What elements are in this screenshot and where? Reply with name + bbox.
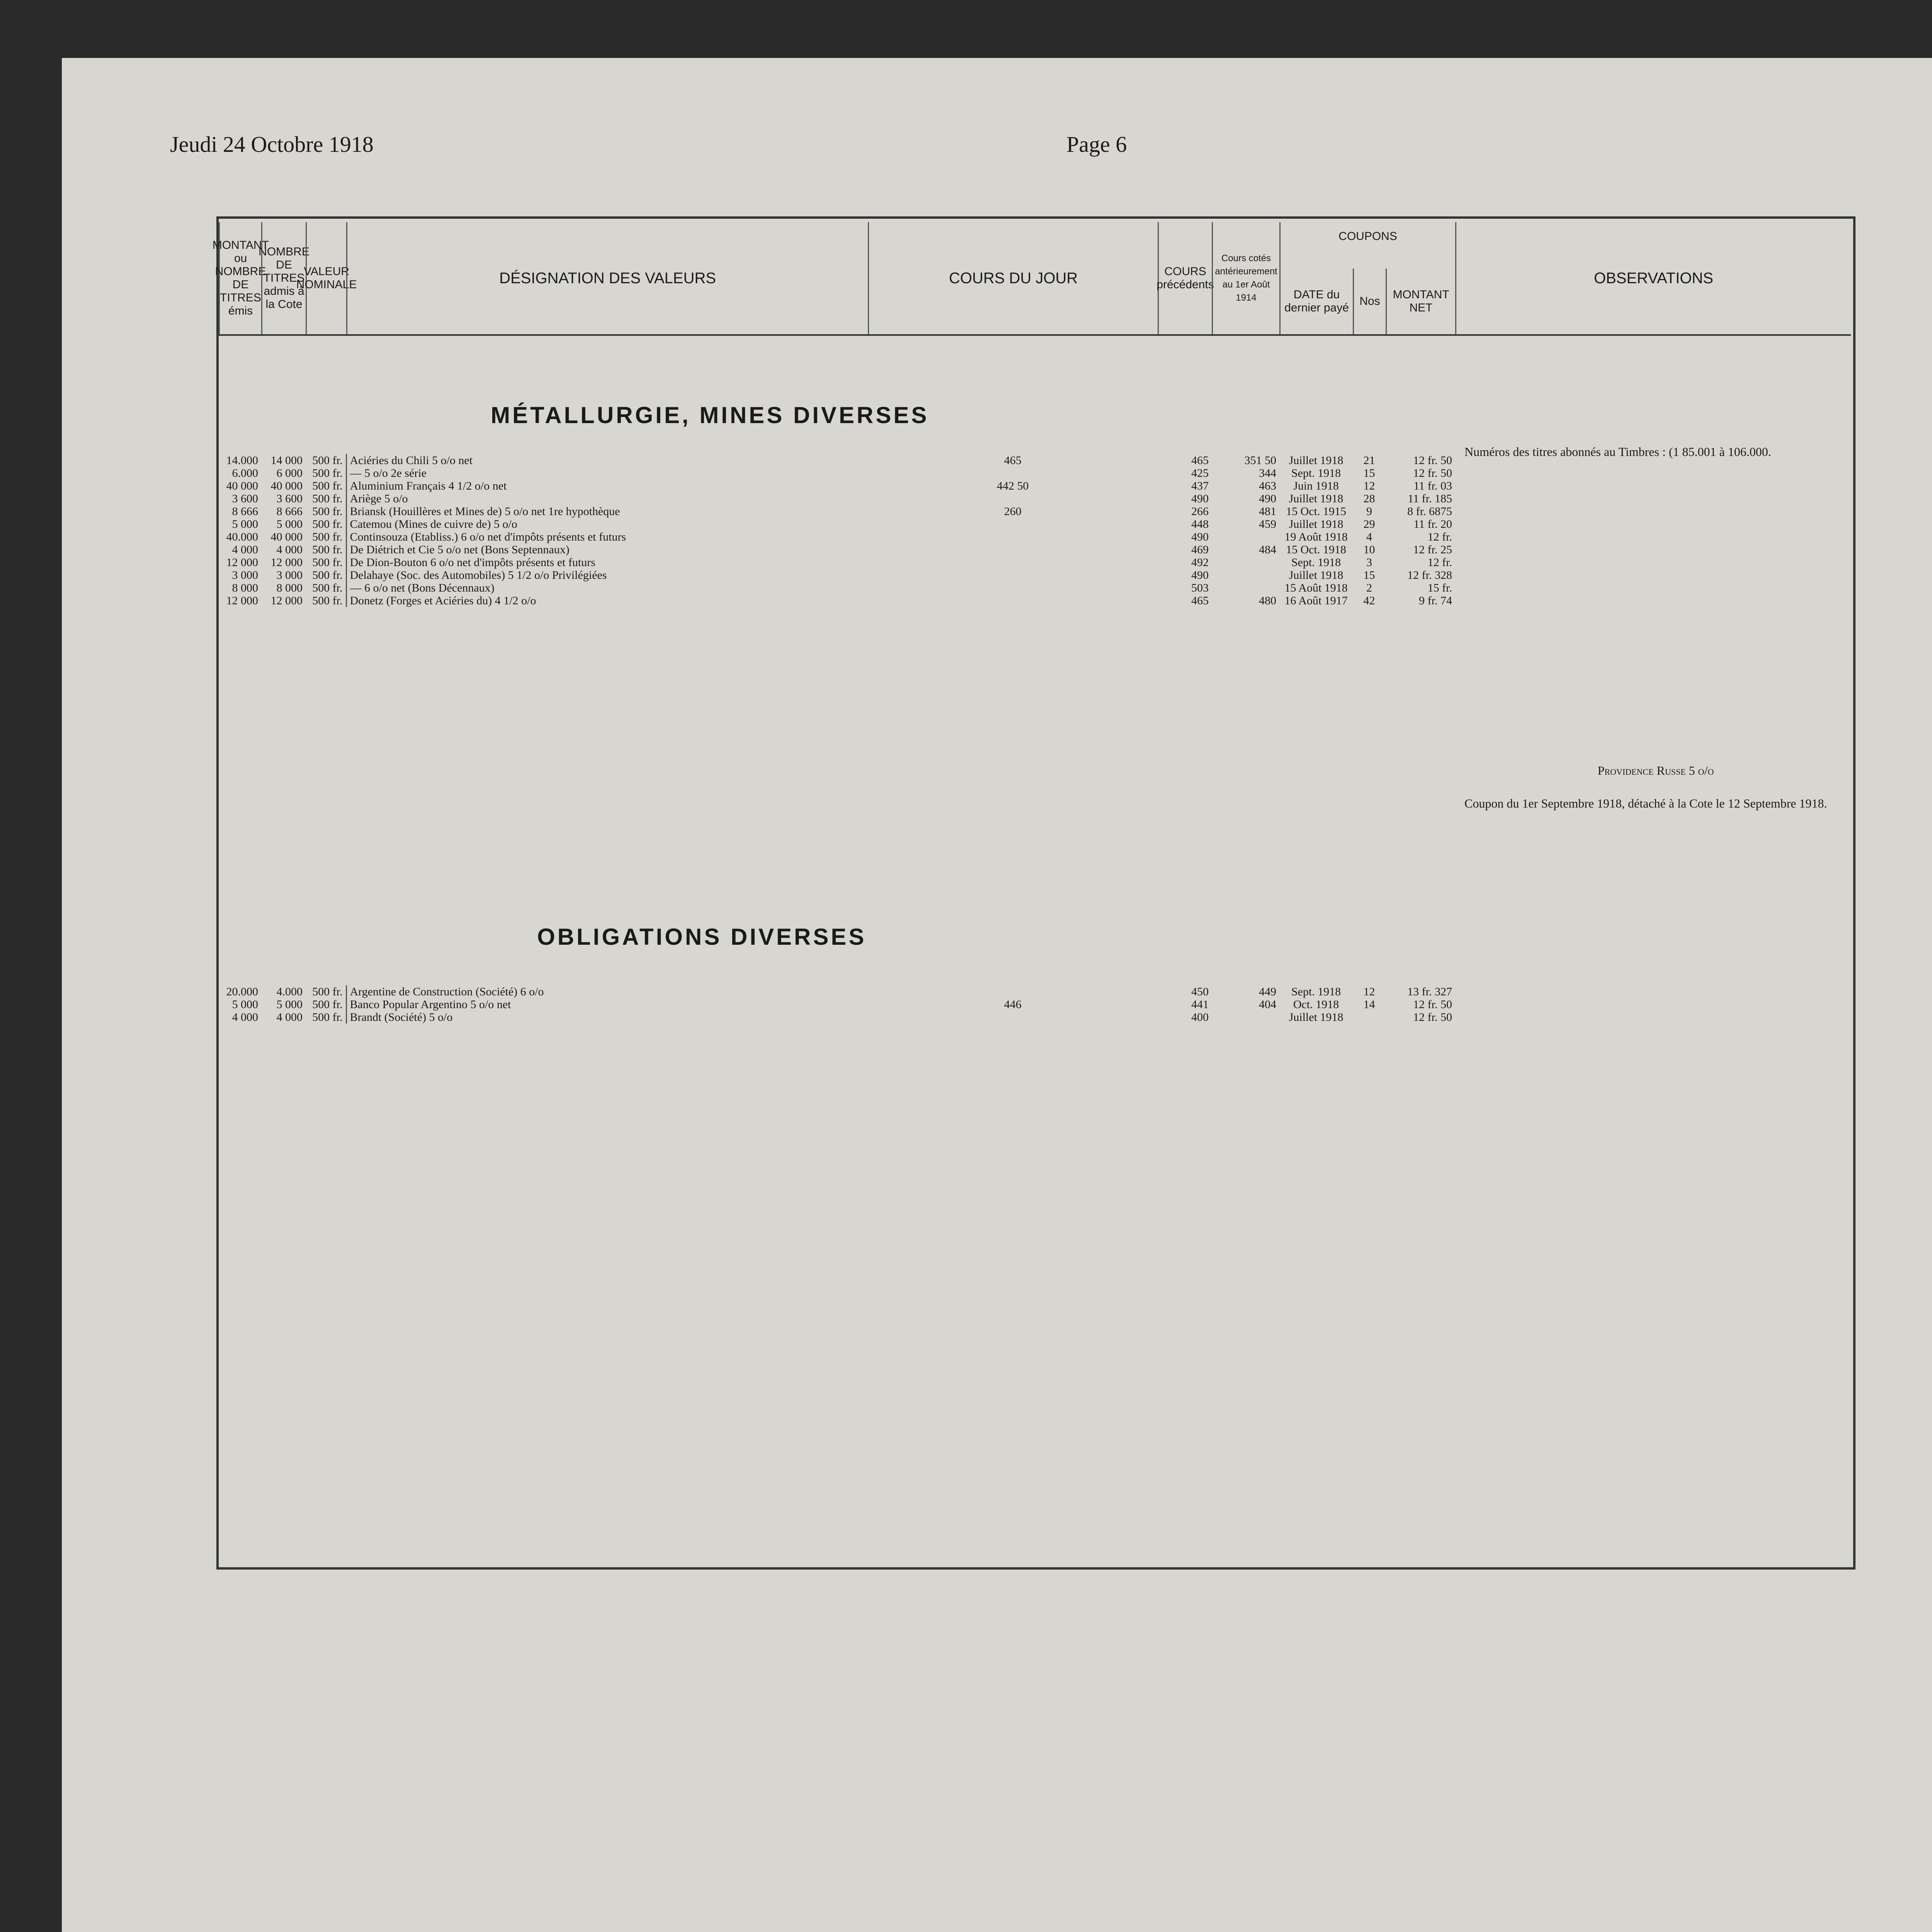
cell-designation: — 6 o/o net (Bons Décennaux) <box>346 582 868 594</box>
cell-date-dernier: 15 Oct. 1918 <box>1286 543 1346 556</box>
cell-cours-cotes: 463 <box>1259 480 1276 492</box>
cell-date-dernier: Juillet 1918 <box>1289 1011 1344 1024</box>
cell-numero: 28 <box>1363 492 1375 505</box>
cell-valeur: 500 fr. <box>312 467 343 480</box>
col-observations: OBSERVATIONS <box>1455 222 1851 334</box>
cell-numero: 29 <box>1363 518 1375 531</box>
cell-designation: Briansk (Houillères et Mines de) 5 o/o net 1re hypothèque <box>346 505 868 518</box>
cell-nombre: 5 000 <box>276 998 303 1011</box>
column-header-row <box>212 222 1851 336</box>
cell-cours-cotes <box>1212 569 1279 582</box>
cell-cours-prec: 492 <box>1191 556 1209 569</box>
cell-valeur: 500 fr. <box>312 582 343 594</box>
cell-date-dernier: Oct. 1918 <box>1293 998 1339 1011</box>
cell-date-dernier: Juillet 1918 <box>1289 492 1344 505</box>
cell-nombre: 4.000 <box>276 985 303 998</box>
cell-montant-net: 12 fr. 50 <box>1413 998 1452 1011</box>
cell-date-dernier: Sept. 1918 <box>1291 467 1341 480</box>
cell-cours-prec: 266 <box>1191 505 1209 518</box>
cell-valeur: 500 fr. <box>312 480 343 492</box>
header-date: Jeudi 24 Octobre 1918 <box>170 132 374 157</box>
table-row <box>219 531 1455 543</box>
cell-montant: 3 000 <box>232 569 258 582</box>
table-row <box>219 998 1455 1011</box>
table-row <box>219 505 1455 518</box>
cell-cours-cotes: 351 50 <box>1244 454 1276 467</box>
cell-cours-jour <box>868 531 1158 543</box>
cell-montant-net: 11 fr. 03 <box>1413 480 1452 492</box>
col-cours-prec: COURS précédents <box>1158 222 1212 334</box>
cell-cours-cotes: 484 <box>1259 543 1276 556</box>
cell-montant: 8 666 <box>232 505 258 518</box>
cell-cours-jour: 260 <box>1004 505 1022 518</box>
cell-cours-cotes: 449 <box>1259 985 1276 998</box>
cell-date-dernier: Sept. 1918 <box>1291 556 1341 569</box>
col-cours-jour: COURS DU JOUR <box>868 222 1158 334</box>
observation-note-2: Coupon du 1er Septembre 1918, détaché à la Cote le 12 Septembre 1918. <box>1464 796 1827 810</box>
table-row <box>219 569 1455 582</box>
table-row <box>219 1011 1455 1024</box>
table-row <box>219 454 1455 467</box>
cell-montant: 4 000 <box>232 543 258 556</box>
cell-cours-jour <box>868 556 1158 569</box>
cell-valeur: 500 fr. <box>312 594 343 607</box>
cell-valeur: 500 fr. <box>312 556 343 569</box>
obligations-table <box>219 985 1455 1024</box>
cell-designation: Ariège 5 o/o <box>346 492 868 505</box>
upper-table-frame <box>216 216 1855 1570</box>
cell-cours-cotes: 344 <box>1259 467 1276 480</box>
cell-numero <box>1353 1011 1386 1024</box>
cell-montant-net: 11 fr. 20 <box>1413 518 1452 531</box>
col-numero: Nos <box>1353 269 1386 334</box>
table-row <box>219 480 1455 492</box>
cell-cours-prec: 465 <box>1191 594 1209 607</box>
cell-cours-cotes: 480 <box>1259 594 1276 607</box>
cell-montant-net: 12 fr. 328 <box>1407 569 1452 582</box>
cell-valeur: 500 fr. <box>312 492 343 505</box>
cell-montant-net: 12 fr. <box>1427 556 1452 569</box>
observation-note-2-title: Providence Russe 5 o/o <box>1597 764 1714 777</box>
cell-numero: 9 <box>1366 505 1372 518</box>
cell-numero: 12 <box>1363 985 1375 998</box>
cell-date-dernier: 19 Août 1918 <box>1284 531 1348 543</box>
cell-nombre: 14 000 <box>270 454 303 467</box>
table-row <box>219 543 1455 556</box>
cell-date-dernier: Juin 1918 <box>1293 480 1339 492</box>
cell-montant: 20.000 <box>226 985 258 998</box>
cell-cours-prec: 441 <box>1191 998 1209 1011</box>
cell-montant: 6.000 <box>232 467 258 480</box>
cell-cours-jour <box>868 492 1158 505</box>
cell-nombre: 8 000 <box>276 582 303 594</box>
cell-montant-net: 13 fr. 327 <box>1407 985 1452 998</box>
cell-montant: 12 000 <box>226 594 258 607</box>
cell-valeur: 500 fr. <box>312 998 343 1011</box>
cell-valeur: 500 fr. <box>312 543 343 556</box>
cell-cours-jour <box>868 985 1158 998</box>
cell-cours-jour <box>868 594 1158 607</box>
table-row <box>219 518 1455 531</box>
cell-montant: 5 000 <box>232 998 258 1011</box>
cell-cours-prec: 490 <box>1191 492 1209 505</box>
cell-numero: 3 <box>1366 556 1372 569</box>
cell-designation: Banco Popular Argentino 5 o/o net <box>346 998 868 1011</box>
table-row <box>219 594 1455 607</box>
cell-numero: 15 <box>1363 569 1375 582</box>
col-montant-net: MONTANT NET <box>1386 269 1455 334</box>
cell-nombre: 8 666 <box>276 505 303 518</box>
cell-nombre: 4 000 <box>276 543 303 556</box>
cell-designation: Delahaye (Soc. des Automobiles) 5 1/2 o/o Privilégiées <box>346 569 868 582</box>
col-montant: MONTANT ou NOMBRE DE TITRES émis <box>219 222 261 334</box>
cell-nombre: 4 000 <box>276 1011 303 1024</box>
cell-numero: 2 <box>1366 582 1372 594</box>
cell-cours-prec: 490 <box>1191 531 1209 543</box>
cell-numero: 10 <box>1363 543 1375 556</box>
cell-montant-net: 12 fr. <box>1427 531 1452 543</box>
cell-date-dernier: 15 Oct. 1915 <box>1286 505 1346 518</box>
cell-numero: 15 <box>1363 467 1375 480</box>
cell-designation: — 5 o/o 2e série <box>346 467 868 480</box>
table-row <box>219 582 1455 594</box>
page-header <box>170 131 1870 166</box>
cell-nombre: 40 000 <box>270 480 303 492</box>
cell-montant: 3 600 <box>232 492 258 505</box>
cell-cours-prec: 503 <box>1191 582 1209 594</box>
cell-designation: Continsouza (Etabliss.) 6 o/o net d'impôts présents et futurs <box>346 531 868 543</box>
cell-designation: De Diétrich et Cie 5 o/o net (Bons Septennaux) <box>346 543 868 556</box>
section-title-obligations: OBLIGATIONS DIVERSES <box>537 924 867 950</box>
cell-cours-cotes: 481 <box>1259 505 1276 518</box>
cell-date-dernier: Juillet 1918 <box>1289 569 1344 582</box>
cell-montant: 8 000 <box>232 582 258 594</box>
col-date-dernier: DATE du dernier payé <box>1279 269 1353 334</box>
cell-cours-jour <box>868 518 1158 531</box>
cell-nombre: 40 000 <box>270 531 303 543</box>
cell-cours-jour: 446 <box>1004 998 1022 1011</box>
cell-montant: 4 000 <box>232 1011 258 1024</box>
cell-date-dernier: Juillet 1918 <box>1289 518 1344 531</box>
cell-cours-cotes <box>1212 582 1279 594</box>
cell-montant-net: 8 fr. 6875 <box>1407 505 1452 518</box>
cell-montant-net: 15 fr. <box>1427 582 1452 594</box>
cell-montant: 14.000 <box>226 454 258 467</box>
table-row <box>219 492 1455 505</box>
cell-cours-jour: 465 <box>1004 454 1022 467</box>
cell-montant-net: 9 fr. 74 <box>1419 594 1452 607</box>
header-page-number: Page 6 <box>1066 132 1127 157</box>
cell-numero: 12 <box>1363 480 1375 492</box>
cell-valeur: 500 fr. <box>312 985 343 998</box>
cell-montant-net: 12 fr. 50 <box>1413 1011 1452 1024</box>
cell-cours-cotes <box>1212 531 1279 543</box>
col-valeur: VALEUR NOMINALE <box>306 222 346 334</box>
cell-designation: De Dion-Bouton 6 o/o net d'impôts présents et futurs <box>346 556 868 569</box>
cell-designation: Catemou (Mines de cuivre de) 5 o/o <box>346 518 868 531</box>
cell-numero: 14 <box>1363 998 1375 1011</box>
cell-date-dernier: 16 Août 1917 <box>1284 594 1348 607</box>
cell-cours-jour <box>868 467 1158 480</box>
cell-montant: 40.000 <box>226 531 258 543</box>
cell-cours-jour <box>868 543 1158 556</box>
cell-nombre: 12 000 <box>270 594 303 607</box>
section-title-metallurgie: MÉTALLURGIE, MINES DIVERSES <box>491 402 929 428</box>
cell-valeur: 500 fr. <box>312 569 343 582</box>
cell-date-dernier: Sept. 1918 <box>1291 985 1341 998</box>
cell-montant-net: 12 fr. 50 <box>1413 454 1452 467</box>
metallurgie-table <box>219 454 1455 607</box>
cell-nombre: 6 000 <box>276 467 303 480</box>
cell-designation: Aluminium Français 4 1/2 o/o net <box>346 480 868 492</box>
cell-cours-prec: 400 <box>1191 1011 1209 1024</box>
cell-montant: 5 000 <box>232 518 258 531</box>
col-cours-cotes: Cours cotés antérieurement au 1er Août 1914 <box>1212 222 1279 334</box>
cell-cours-cotes: 404 <box>1259 998 1276 1011</box>
observation-note-1: Numéros des titres abonnés au Timbres : (1 85.001 à 106.000. <box>1464 445 1771 459</box>
cell-nombre: 3 000 <box>276 569 303 582</box>
table-row <box>219 556 1455 569</box>
cell-numero: 4 <box>1366 531 1372 543</box>
cell-cours-prec: 448 <box>1191 518 1209 531</box>
cell-cours-jour <box>868 582 1158 594</box>
cell-cours-prec: 425 <box>1191 467 1209 480</box>
cell-montant-net: 12 fr. 50 <box>1413 467 1452 480</box>
cell-designation: Donetz (Forges et Aciéries du) 4 1/2 o/o <box>346 594 868 607</box>
cell-cours-prec: 469 <box>1191 543 1209 556</box>
cell-cours-jour: 442 50 <box>997 480 1029 492</box>
cell-cours-jour <box>868 569 1158 582</box>
col-nombre: NOMBRE DE TITRES admis à la Cote <box>261 222 306 334</box>
cell-cours-cotes <box>1212 556 1279 569</box>
cell-designation: Aciéries du Chili 5 o/o net <box>346 454 868 467</box>
cell-valeur: 500 fr. <box>312 518 343 531</box>
col-designation: DÉSIGNATION DES VALEURS <box>346 222 868 334</box>
col-coupons: COUPONS <box>1279 222 1455 334</box>
cell-nombre: 3 600 <box>276 492 303 505</box>
cell-cours-prec: 465 <box>1191 454 1209 467</box>
cell-cours-prec: 450 <box>1191 985 1209 998</box>
cell-valeur: 500 fr. <box>312 531 343 543</box>
cell-montant-net: 11 fr. 185 <box>1408 492 1452 505</box>
cell-montant-net: 12 fr. 25 <box>1413 543 1452 556</box>
cell-cours-cotes <box>1212 1011 1279 1024</box>
cell-numero: 21 <box>1363 454 1375 467</box>
cell-montant: 12 000 <box>226 556 258 569</box>
cell-cours-cotes: 490 <box>1259 492 1276 505</box>
cell-numero: 42 <box>1363 594 1375 607</box>
cell-valeur: 500 fr. <box>312 454 343 467</box>
cell-date-dernier: 15 Août 1918 <box>1284 582 1348 594</box>
cell-valeur: 500 fr. <box>312 505 343 518</box>
cell-date-dernier: Juillet 1918 <box>1289 454 1344 467</box>
table-row <box>219 467 1455 480</box>
cell-nombre: 12 000 <box>270 556 303 569</box>
cell-nombre: 5 000 <box>276 518 303 531</box>
cell-designation: Brandt (Société) 5 o/o <box>346 1011 868 1024</box>
cell-cours-cotes: 459 <box>1259 518 1276 531</box>
cell-cours-prec: 437 <box>1191 480 1209 492</box>
table-row <box>219 985 1455 998</box>
cell-cours-prec: 490 <box>1191 569 1209 582</box>
cell-designation: Argentine de Construction (Société) 6 o/o <box>346 985 868 998</box>
cell-montant: 40 000 <box>226 480 258 492</box>
cell-valeur: 500 fr. <box>312 1011 343 1024</box>
cell-cours-jour <box>868 1011 1158 1024</box>
